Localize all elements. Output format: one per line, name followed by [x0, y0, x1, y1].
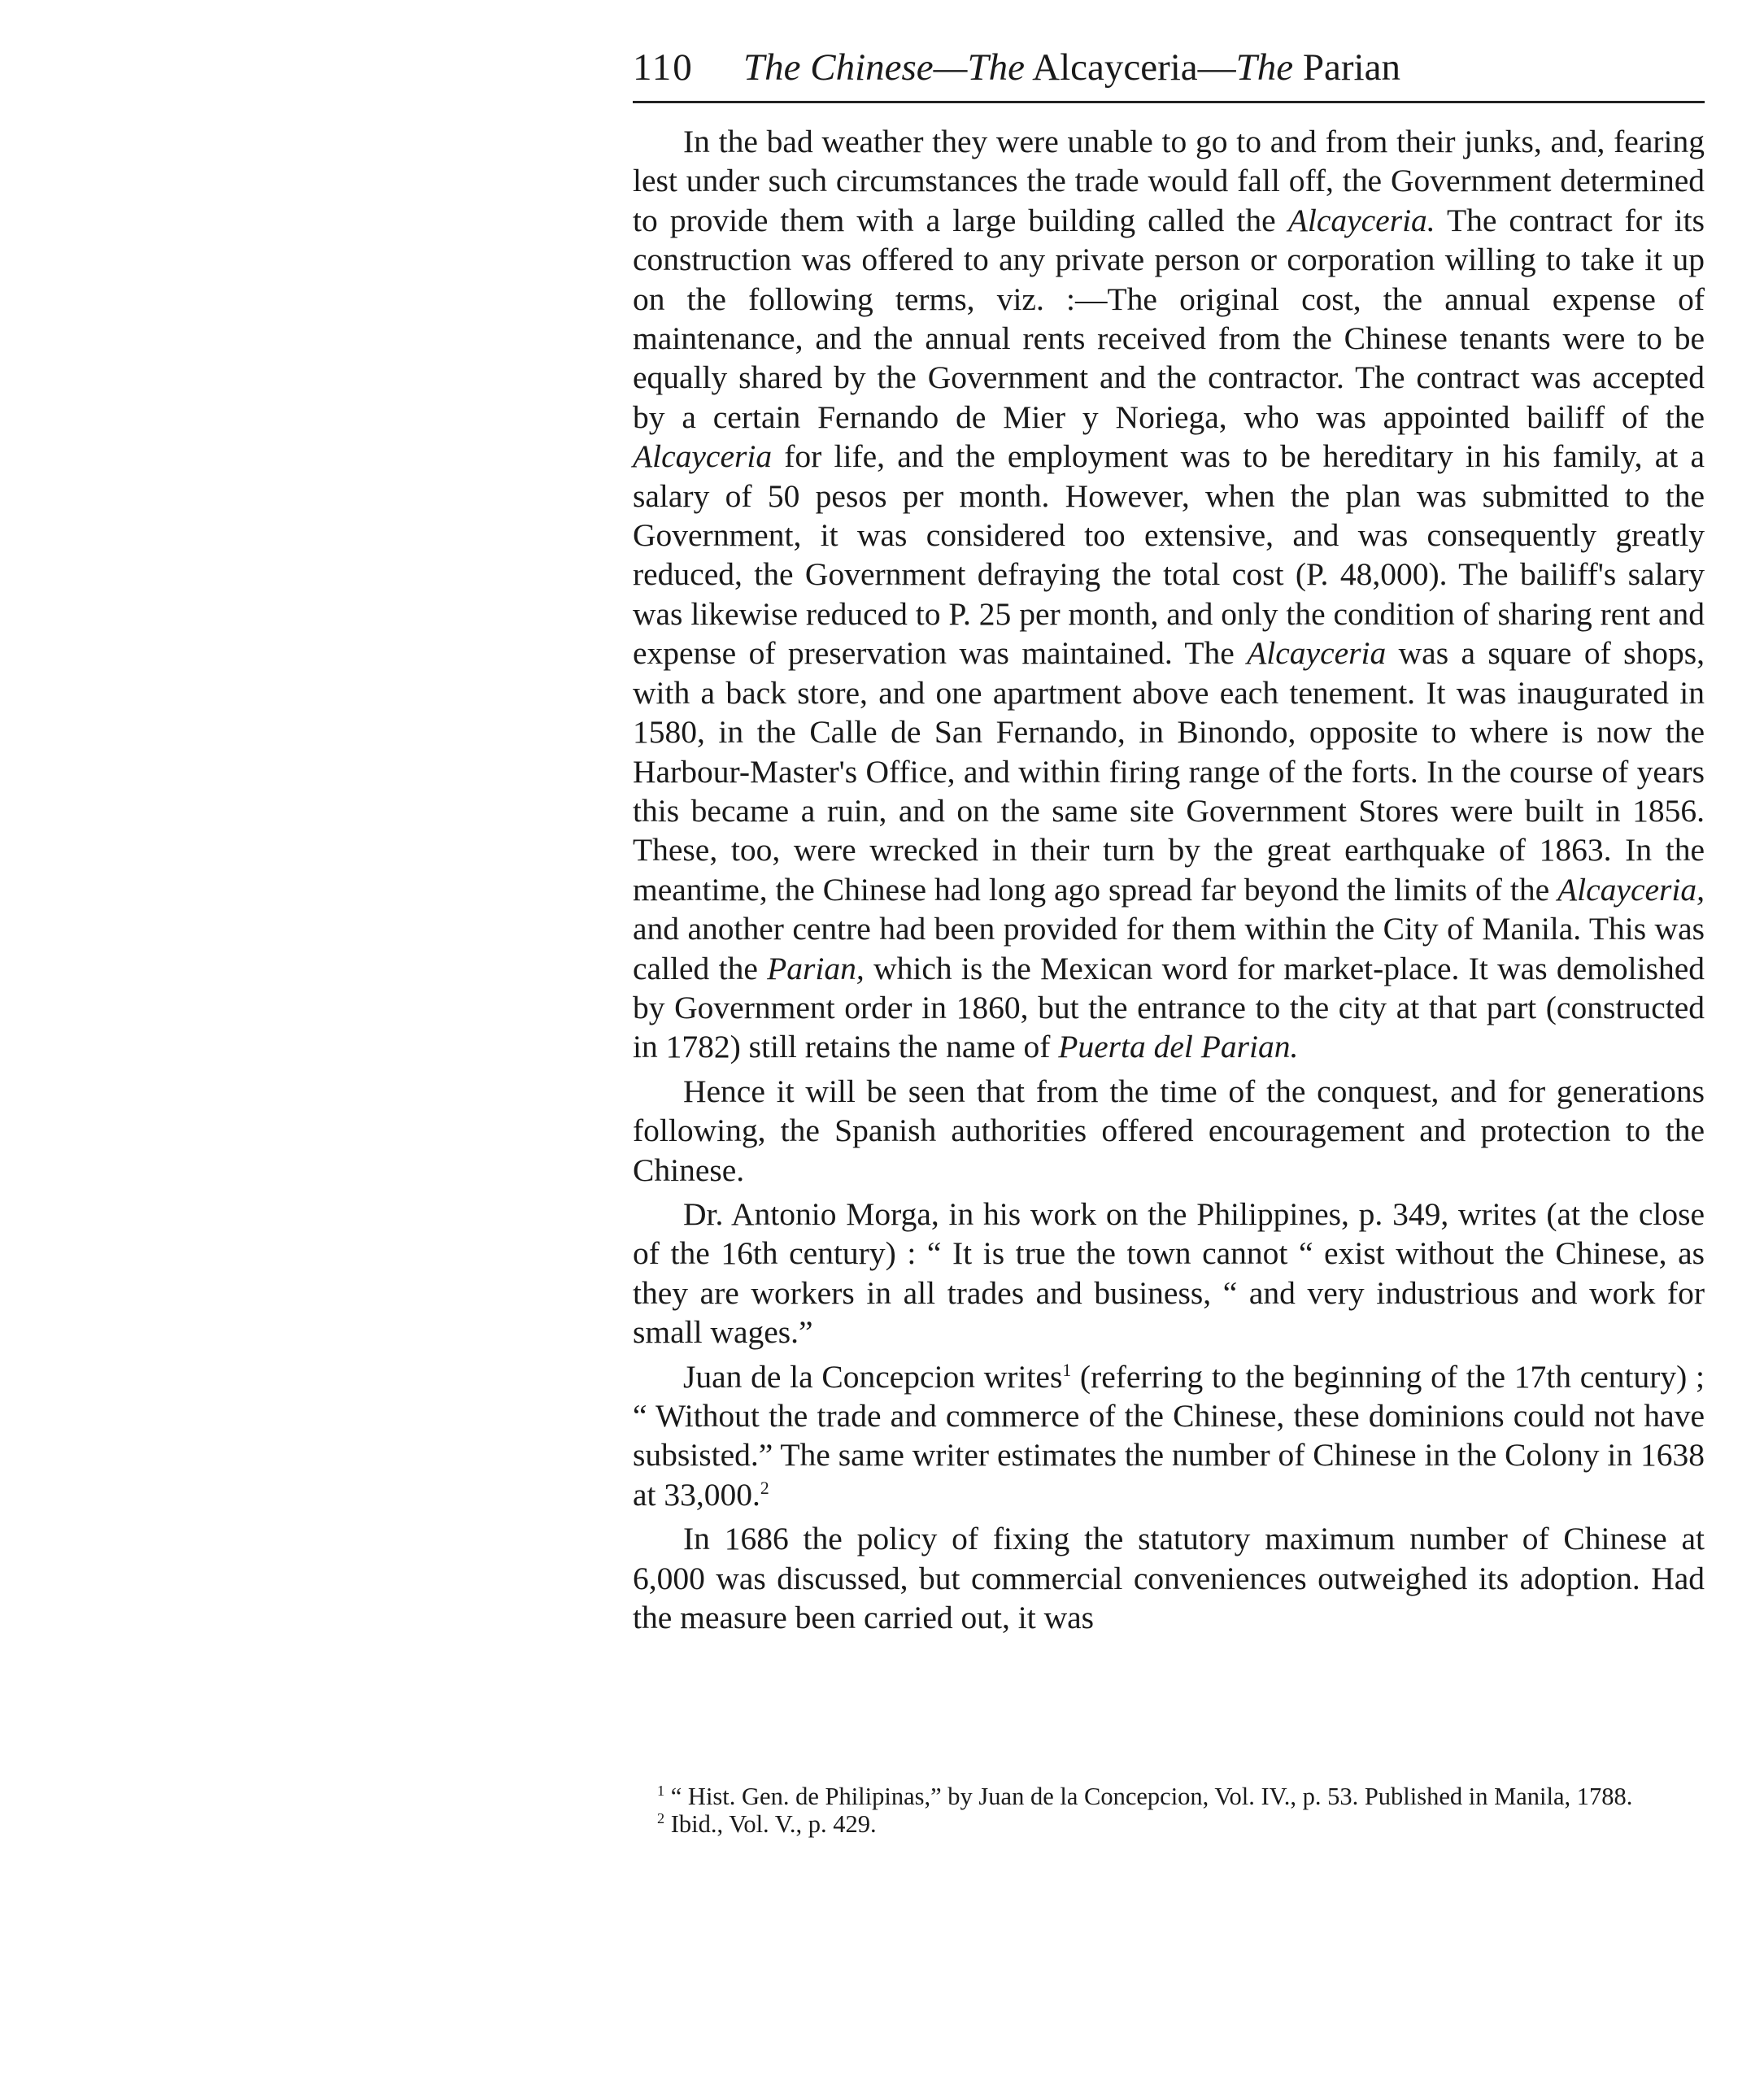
text-run: was a square of shops, with a back store, and one apartment above each tenement. It was inaugurated in 1580, in the Calle de San Fernando, in Binondo, opposite to where is now the Harbour-Master's Office, and within firing range of the forts. In the course of years this became a ruin, and on the same site Government Stores were built in 1856. These, too, were wrecked in their turn by the great earthquake of 1863. In the meantime, the Chinese had long ago spread far beyond the limits of the	[633, 635, 1705, 908]
title-dash: —	[933, 46, 968, 89]
title-word: Parian	[1302, 46, 1400, 89]
title-word: The	[967, 46, 1025, 89]
title-word: Chinese	[810, 46, 934, 89]
footnote-text: “ Hist. Gen. de Philipinas,” by Juan de la Concepcion, Vol. IV., p. 53. Published in Manila, 1788.	[664, 1783, 1633, 1810]
title-word: The	[1235, 46, 1294, 89]
paragraph-morga: Dr. Antonio Morga, in his work on the Philippines, p. 349, writes (at the close of the 16th century) : “ It is true the town cannot “ exist without the Chinese, as they are workers in all trades and business, “ and very industrious and work for small wages.”	[633, 1195, 1705, 1351]
italic-run: Alcayceria,	[1557, 871, 1705, 908]
page-number: 110	[633, 46, 694, 89]
body-text	[633, 122, 1705, 1642]
footnote-ref: 1	[1062, 1360, 1072, 1380]
italic-run: Parian,	[767, 950, 865, 986]
text-run: In the bad weather they were unable to go to and from their junks, and, fearing lest under such circumstances the trade would fall off, the Government determined to provide them with a large building called the	[633, 124, 1705, 238]
footnote	[633, 1783, 1705, 1810]
footnote	[633, 1810, 1705, 1838]
footnote-mark: 2	[657, 1809, 665, 1826]
header-rule	[633, 101, 1705, 103]
paragraph-concepcion	[633, 1357, 1705, 1515]
italic-run: Alcayceria.	[1287, 202, 1435, 238]
paragraph-encouragement: Hence it will be seen that from the time of the conquest, and for generations following, the Spanish authorities offered encouragement and protection to the Chinese.	[633, 1073, 1705, 1188]
text-run: and another centre had been provided for them within the City of Manila. This was called the	[633, 911, 1705, 986]
paragraph-alcayceria	[633, 122, 1705, 1067]
text-run: Juan de la Concepcion writes	[683, 1358, 1063, 1395]
title-word: Alcayceria—	[1032, 46, 1236, 89]
text-run: The contract for its construction was offered to any private person or corporation willing to take it up on the following terms, viz. :—The original cost, the annual expense of maintenance, and the annual rents received from the Chinese tenants were to be equally shared by the Government and the contractor. The contract was accepted by a certain Fernando de Mier y Noriega, who was appointed bailiff of the	[633, 202, 1705, 435]
text-run: for life, and the employment was to be hereditary in his family, at a salary of 50 pesos per month. However, when the plan was submitted to the Government, it was considered too extensive, and was consequently greatly reduced, the Government defraying the total cost (P. 48,000). The bailiff's salary was likewise reduced to P. 25 per month, and only the condition of sharing rent and expense of preservation was maintained. The	[633, 438, 1705, 672]
text-run: (referring to the beginning of the 17th century) ; “ Without the trade and commerce of the Chinese, these dominions could not have subsisted.” The same writer estimates the number of Chinese in the Colony in 1638 at 33,000.	[633, 1358, 1705, 1513]
italic-run: Alcayceria	[633, 438, 773, 475]
paragraph-1686-policy: In 1686 the policy of fixing the statutory maximum number of Chinese at 6,000 was discussed, but commercial conveniences outweighed its adoption. Had the measure been carried out, it was	[633, 1521, 1705, 1636]
footnotes	[633, 1783, 1705, 1838]
running-header	[633, 39, 1705, 96]
text-run: which is the Mexican word for market-place. It was demolished by Government order in 1860, but the entrance to the city at that part (constructed in 1782) still retains the name of	[633, 950, 1705, 1065]
footnote-ref: 2	[760, 1478, 769, 1498]
footnote-text: Ibid., Vol. V., p. 429.	[664, 1810, 877, 1838]
italic-run: Alcayceria	[1247, 635, 1387, 672]
footnote-mark: 1	[657, 1782, 665, 1799]
running-title	[743, 39, 1400, 96]
title-word: The	[743, 46, 801, 89]
italic-run: Puerta del Parian.	[1058, 1029, 1299, 1065]
